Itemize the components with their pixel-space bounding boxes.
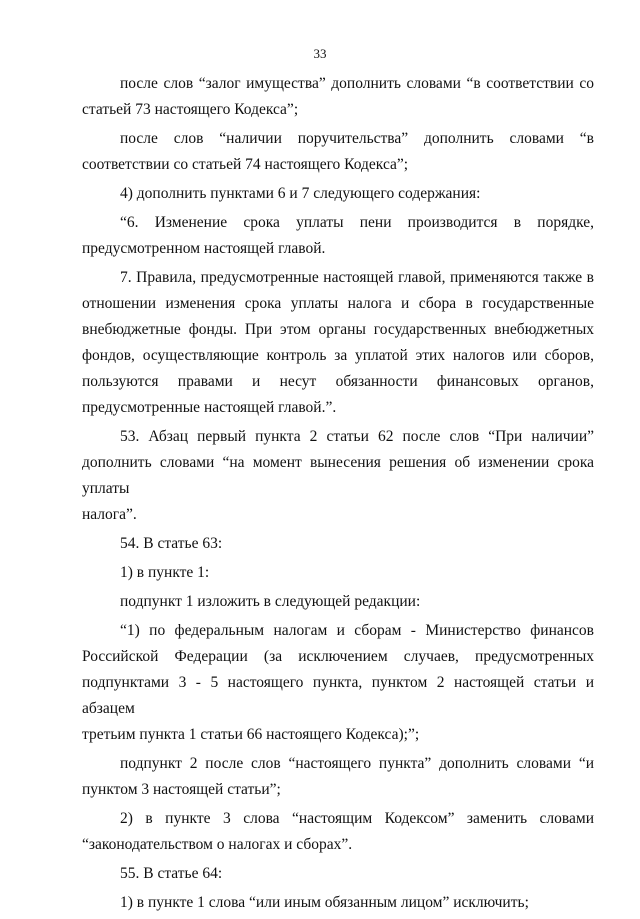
paragraph [82,531,594,557]
paragraph [82,126,594,178]
text-line: 2) в пункте 3 слова “настоящим Кодексом” заменить словами [120,810,594,827]
text-line: Российской Федерации (за исключением случаев, предусмотренных [82,648,594,665]
text-line: подпункт 1 изложить в следующей редакции: [120,593,421,610]
paragraph [82,589,594,615]
text-line: 7. Правила, предусмотренные настоящей главой, применяются также в [120,269,594,286]
paragraph [82,861,594,887]
text-line: после слов “наличии поручительства” дополнить словами “в [120,130,594,147]
text-line: после слов “залог имущества” дополнить словами “в соответствии со [120,75,594,92]
text-line: 54. В статье 63: [120,535,223,552]
paragraph [82,618,594,748]
text-line: налога”. [82,506,137,523]
text-line: “законодательством о налогах и сборах”. [82,836,353,853]
paragraph [82,890,594,916]
text-line: статьей 73 настоящего Кодекса”; [82,101,299,118]
paragraph [82,71,594,123]
text-line: соответствии со статьей 74 настоящего Кодекса”; [82,156,409,173]
text-line: внебюджетные фонды. При этом органы государственных внебюджетных [82,321,594,338]
text-line: подпункт 2 после слов “настоящего пункта” дополнить словами “и [120,755,594,772]
text-line: подпунктами 3 - 5 настоящего пункта, пунктом 2 настоящей статьи и абзацем [82,674,594,717]
document-body [82,71,594,919]
text-line: фондов, осуществляющие контроль за уплатой этих налогов или сборов, [82,347,594,364]
text-line: 55. В статье 64: [120,865,223,882]
paragraph [82,424,594,528]
paragraph [82,210,594,262]
text-line: “6. Изменение срока уплаты пени производится в порядке, [120,214,594,231]
text-line: 4) дополнить пунктами 6 и 7 следующего содержания: [120,185,481,202]
text-line: 53. Абзац первый пункта 2 статьи 62 после слов “При наличии” [120,428,594,445]
text-line: 1) в пункте 1: [120,564,210,581]
text-line: “1) по федеральным налогам и сборам - Министерство финансов [120,622,594,639]
text-line: дополнить словами “на момент вынесения решения об изменении срока уплаты [82,454,594,497]
text-line: предусмотренные настоящей главой.”. [82,399,337,416]
text-line: отношении изменения срока уплаты налога и сбора в государственные [82,295,594,312]
paragraph [82,806,594,858]
paragraph [82,181,594,207]
paragraph [82,751,594,803]
text-line: предусмотренном настоящей главой. [82,240,326,257]
text-line: пунктом 3 настоящей статьи”; [82,781,281,798]
paragraph [82,265,594,421]
text-line: 1) в пункте 1 слова “или иным обязанным лицом” исключить; [120,894,529,911]
page-number: 33 [313,46,327,61]
text-line: пользуются правами и несут обязанности финансовых органов, [82,373,594,390]
text-line: третьим пункта 1 статьи 66 настоящего Кодекса);”; [82,726,420,743]
paragraph [82,560,594,586]
